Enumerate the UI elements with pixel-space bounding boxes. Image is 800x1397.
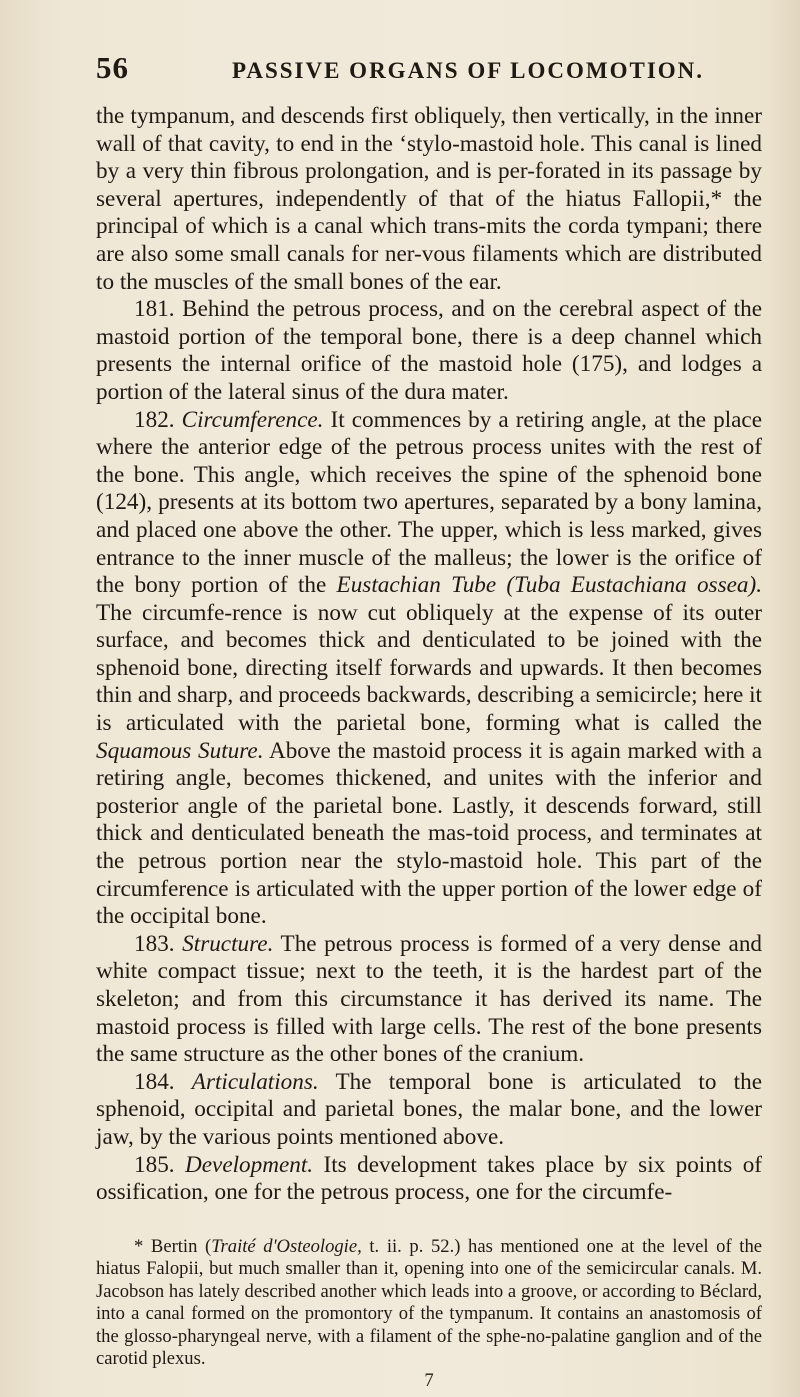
term-eustachian-tube: Eustachian Tube (Tuba Eustachiana ossea). bbox=[336, 572, 762, 599]
main-text bbox=[96, 103, 762, 1207]
page-header bbox=[96, 48, 746, 88]
paragraph-185 bbox=[96, 1152, 762, 1207]
paragraph-text: The petrous process is formed of a very dense and white compact tissue; next to the teeth, it is the hardest part of the skeleton; and from this circumstance it has derived its name. The mastoid process is filled with large cells. The rest of the bone presents the same structure as the other bones of the cranium. bbox=[96, 930, 763, 1068]
paragraph-text: Its development takes place by six points of ossification, one for the petrous process, one for the circumfe- bbox=[96, 1151, 763, 1206]
footnote bbox=[96, 1236, 762, 1393]
section-number: 182. bbox=[134, 406, 175, 433]
signature-mark: 7 bbox=[424, 1370, 434, 1392]
paragraph-text: It commences by a retiring angle, at the place where the anterior edge of the petrous process unites with the rest of the bone. This angle, which receives the spine of the sphenoid bone (124), presents at its bottom two apertures, separated by a bony lamina, and placed one above the other. The upper, which is less marked, gives entrance to the inner muscle of the malleus; the lower is the orifice of the bony portion of the bbox=[96, 406, 763, 599]
section-title: Circumference. bbox=[181, 406, 324, 433]
running-title: PASSIVE ORGANS OF LOCOMOTION. bbox=[232, 58, 705, 83]
section-number: 185. bbox=[134, 1151, 175, 1178]
page-number: 56 bbox=[96, 50, 129, 85]
footnote-work-title: Traité d'Osteologie, bbox=[211, 1236, 362, 1257]
term-squamous-suture: Squamous Suture. bbox=[96, 737, 264, 764]
paragraph-continued: the tympanum, and descends first obliquely, then vertically, in the inner wall of that cavity, to end in the ‘stylo-mastoid hole. This canal is lined by a very thin fibrous prolongation, and is per-forated in its passage by several apertures, independently of that of the hiatus Fallopii,* the principal of which is a canal which trans-mits the corda tympani; there are also some small canals for ner-vous filaments which are distributed to the muscles of the small bones of the ear. bbox=[96, 103, 762, 295]
paragraph-text: The circumfe-rence is now cut obliquely at the expense of its outer surface, and becomes thick and denticulated to be joined with the sphenoid bone, directing itself forwards and upwards. It then becomes thin and sharp, and proceeds backwards, describing a semicircle; here it is articulated with the parietal bone, forming what is called the bbox=[96, 599, 762, 737]
paragraph-181: 181. Behind the petrous process, and on the cerebral aspect of the mastoid portion of the temporal bone, there is a deep channel which presents the internal orifice of the mastoid hole (175), and lodges a portion of the lateral sinus of the dura mater. bbox=[96, 296, 762, 405]
paragraph-182 bbox=[96, 407, 762, 931]
section-title: Structure. bbox=[182, 930, 274, 957]
section-title: Development. bbox=[184, 1151, 314, 1178]
footnote-body: t. ii. p. 52.) has mentioned one at the level of the hiatus Falopii, but much smaller than it, opening into one of the semicircular canals. M. Jacobson has lately described another which leads into a groove, or according to Béclard, into a canal formed on the promontory of the tympanum. It contains an anastomosis of the glosso-pharyngeal nerve, with a filament of the sphe-no-palatine ganglion and of the carotid plexus. bbox=[96, 1236, 763, 1370]
page-edge-shadow bbox=[766, 0, 800, 1397]
section-number: 183. bbox=[134, 930, 175, 957]
paragraph-183 bbox=[96, 931, 762, 1069]
section-title: Articulations. bbox=[191, 1068, 319, 1095]
section-number: 184. bbox=[134, 1068, 175, 1095]
footnote-marker: * Bertin ( bbox=[134, 1236, 212, 1257]
paragraph-text: The temporal bone is articulated to the sphenoid, occipital and parietal bones, the malar bone, and the lower jaw, by the various points mentioned above. bbox=[96, 1068, 762, 1150]
paragraph-184 bbox=[96, 1069, 762, 1152]
paragraph-text: Above the mastoid process it is again marked with a retiring angle, becomes thickened, and unites with the inferior and posterior angle of the parietal bone. Lastly, it descends forward, still thick and denticulated beneath the mas-toid process, and terminates at the petrous portion near the stylo-mastoid hole. This part of the circumference is articulated with the upper portion of the lower edge of the occipital bone. bbox=[96, 737, 762, 930]
footnote-text bbox=[96, 1236, 762, 1370]
